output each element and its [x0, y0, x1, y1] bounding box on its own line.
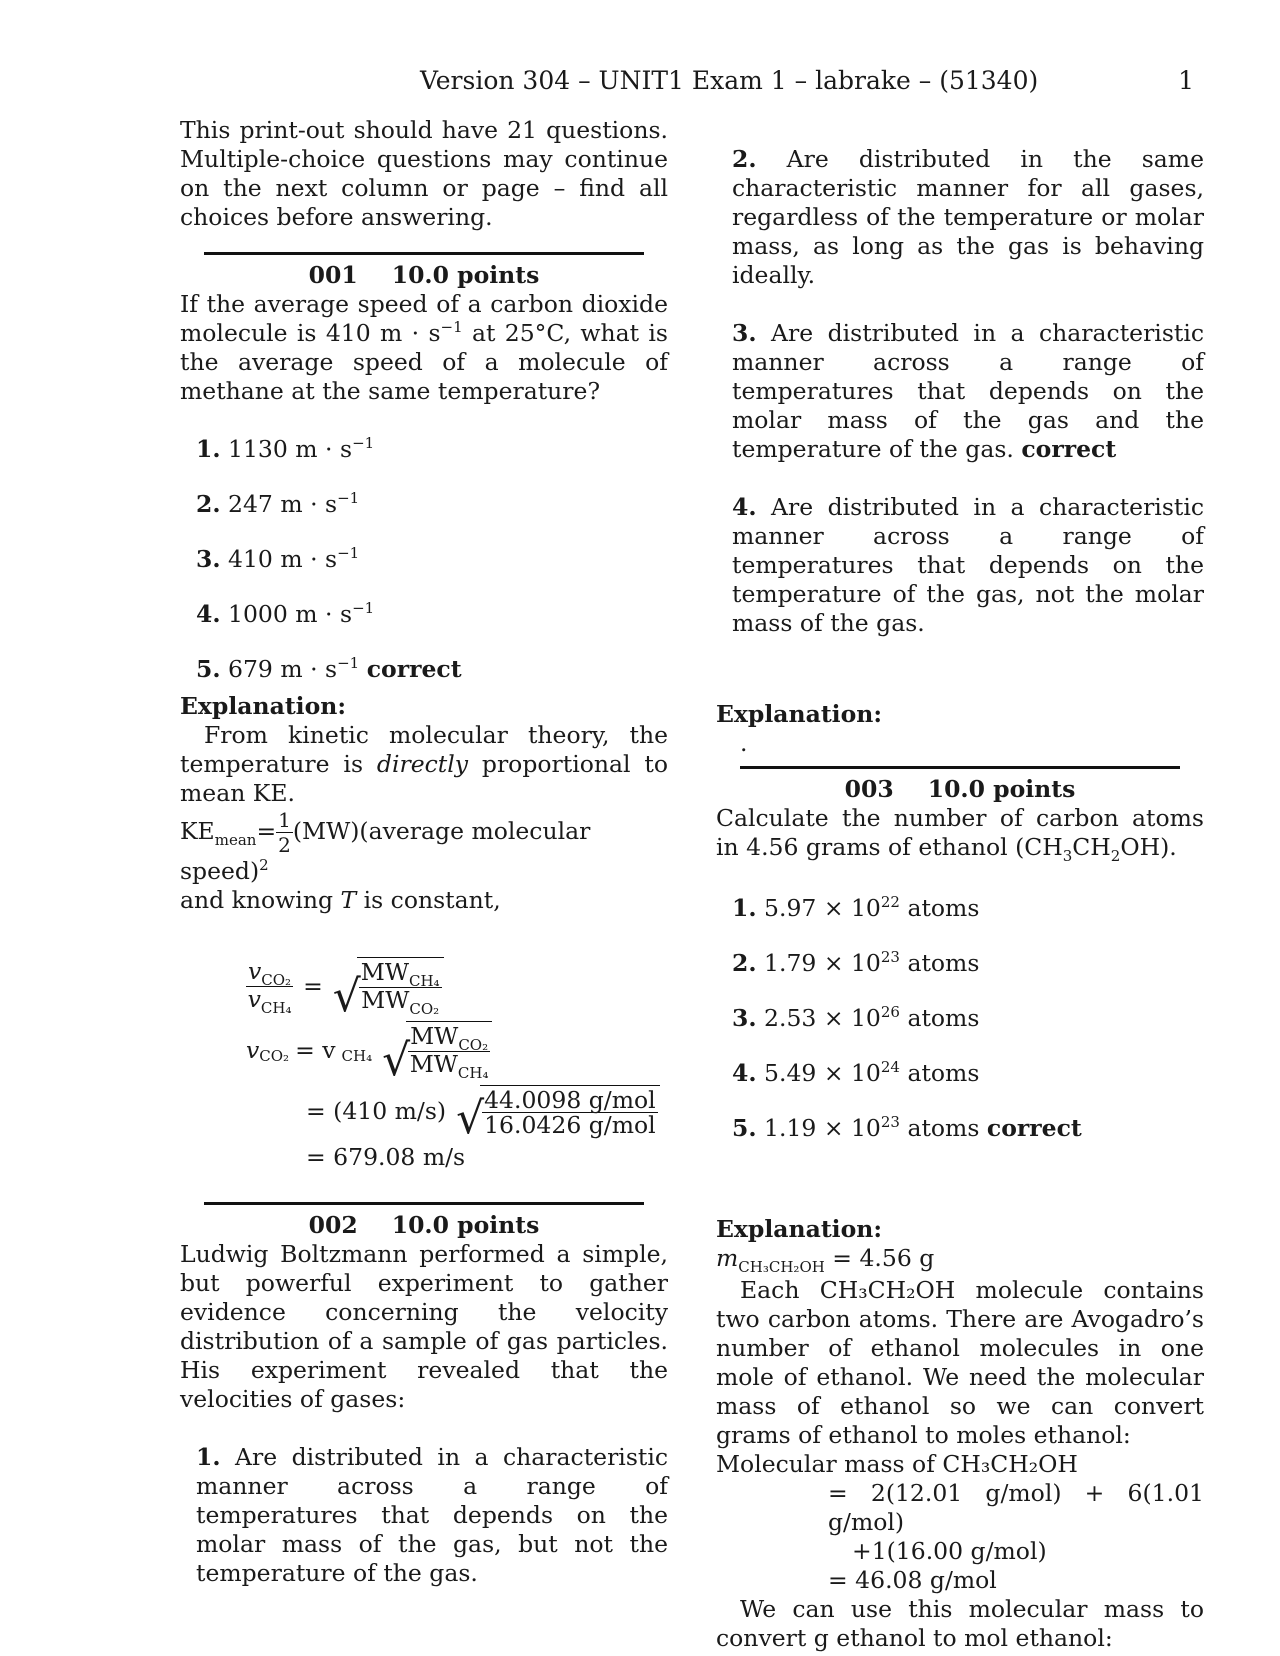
- answer-choice[interactable]: 3. 410 $m \cdot s^{-1}$: [196, 544, 360, 573]
- right-column: [716, 116, 1204, 1653]
- constant-text: and knowing T is constant,: [180, 886, 501, 914]
- velocity-equation: v $_{CO_2}$ = v $_{CH_4}$ √ $\frac{MW_{CO_2}}{MW_{CH_4}}$: [246, 1021, 668, 1079]
- numeric-substitution: = (410 m/s) √ $\frac{\text{44.0098 g/mol}}{\text{16.0426 g/mol}}$: [306, 1085, 668, 1137]
- question-stem-003: Calculate the number of carbon atoms in 4.56 grams of ethanol $(CH_3CH_2OH)$.: [716, 804, 1204, 865]
- answer-choice[interactable]: 1. $5.97 \times 10^{22}$ atoms: [732, 893, 980, 922]
- question-divider: [740, 766, 1180, 769]
- question-divider: [204, 252, 644, 255]
- explanation-label: Explanation:: [180, 692, 347, 720]
- molecular-mass-label: Molecular mass of CH₃CH₂OH: [716, 1450, 1078, 1478]
- answer-choice[interactable]: 1. Are distributed in a characteristic manner across a range of temperatures that depends on the molar mass of the gas, but not the temperature of the gas.: [196, 1443, 668, 1587]
- result-value: = 679.08 m/s: [306, 1143, 466, 1171]
- ke-equation: $KE_{mean}=$ $\frac{1}{2}$ (MW)(average molecular speed)$^2$: [180, 808, 591, 885]
- question-header-003: [716, 775, 1204, 804]
- question-points: 10.0 points: [391, 261, 540, 289]
- molecular-mass-line-2: +1(16.00 g/mol): [852, 1537, 1047, 1565]
- question-divider: [204, 1202, 644, 1205]
- question-stem-002: Ludwig Boltzmann performed a simple, but powerful experiment to gather evidence concerning the velocity distribution of a sample of gas particles. His experiment revealed that the velocities of gases:: [180, 1240, 668, 1413]
- answer-choice[interactable]: 4. Are distributed in a characteristic manner across a range of temperatures that depends on the temperature of the gas, not the molar mass of the gas.: [732, 493, 1204, 637]
- mass-given: $m_{CH_3CH_2OH} = 4.56$ g: [716, 1244, 935, 1276]
- velocity-ratio-equation: $\frac{v_{CO_2}}{v_{CH_4}}$ = √ $\frac{MW_{CH_4}}{MW_{CO_2}}$: [246, 957, 668, 1015]
- answer-choice[interactable]: 4. $5.49 \times 10^{24}$ atoms: [732, 1058, 980, 1087]
- explanation-text: We can use this molecular mass to convert g ethanol to mol ethanol:: [716, 1595, 1204, 1652]
- correct-marker: correct: [366, 655, 462, 683]
- explanation-text: From kinetic molecular theory, the temperature is directly proportional to mean KE.: [180, 721, 668, 807]
- question-stem-001: If the average speed of a carbon dioxide molecule is 410 $m \cdot s^{-1}$ at 25°C, what is the average speed of a molecule of methane at the same temperature?: [180, 290, 668, 405]
- answer-choice[interactable]: 1. 1130 $m \cdot s^{-1}$: [196, 434, 375, 463]
- correct-marker: correct: [1021, 435, 1117, 463]
- answer-choice[interactable]: 3. $2.53 \times 10^{26}$ atoms: [732, 1003, 980, 1032]
- left-column: [180, 116, 668, 1588]
- page-header: [0, 66, 1280, 100]
- question-number: 002: [308, 1211, 358, 1239]
- answer-choice-correct[interactable]: 5. $1.19 \times 10^{23}$ atoms correct: [732, 1113, 1082, 1142]
- molecular-mass-line-1: = 2(12.01 g/mol) + 6(1.01 g/mol): [828, 1479, 1204, 1536]
- question-header-002: [180, 1211, 668, 1240]
- page-number: 1: [1178, 66, 1194, 95]
- answer-choice-correct[interactable]: 3. Are distributed in a characteristic manner across a range of temperatures that depends on the molar mass of the gas and the temperature of the gas. correct: [732, 319, 1204, 463]
- explanation-text: Each CH₃CH₂OH molecule contains two carbon atoms. There are Avogadro’s number of ethanol molecules in one mole of ethanol. We need the molecular mass of ethanol so we can convert grams of ethanol to moles ethanol:: [716, 1276, 1204, 1449]
- intro-text: This print-out should have 21 questions. Multiple-choice questions may continue on the next column or page – find all choices before answering.: [180, 116, 668, 231]
- explanation-text: .: [740, 729, 748, 757]
- header-title: Version 304 – UNIT1 Exam 1 – labrake – (51340): [420, 66, 1039, 95]
- explanation-label: Explanation:: [716, 1215, 883, 1243]
- answer-choice[interactable]: 2. $1.79 \times 10^{23}$ atoms: [732, 948, 980, 977]
- question-points: 10.0 points: [391, 1211, 540, 1239]
- correct-marker: correct: [986, 1114, 1082, 1142]
- question-number: 003: [844, 775, 894, 803]
- molecular-mass-line-3: = 46.08 g/mol: [828, 1566, 997, 1594]
- question-number: 001: [308, 261, 358, 289]
- explanation-label: Explanation:: [716, 700, 883, 728]
- question-points: 10.0 points: [927, 775, 1076, 803]
- answer-choice[interactable]: 2. Are distributed in the same characteristic manner for all gases, regardless of the temperature or molar mass, as long as the gas is behaving ideally.: [732, 145, 1204, 289]
- question-header-001: [180, 261, 668, 290]
- answer-choice-correct[interactable]: 5. 679 $m \cdot s^{-1}$ correct: [196, 654, 462, 683]
- answer-choice[interactable]: 2. 247 $m \cdot s^{-1}$: [196, 489, 360, 518]
- answer-choice[interactable]: 4. 1000 $m \cdot s^{-1}$: [196, 599, 375, 628]
